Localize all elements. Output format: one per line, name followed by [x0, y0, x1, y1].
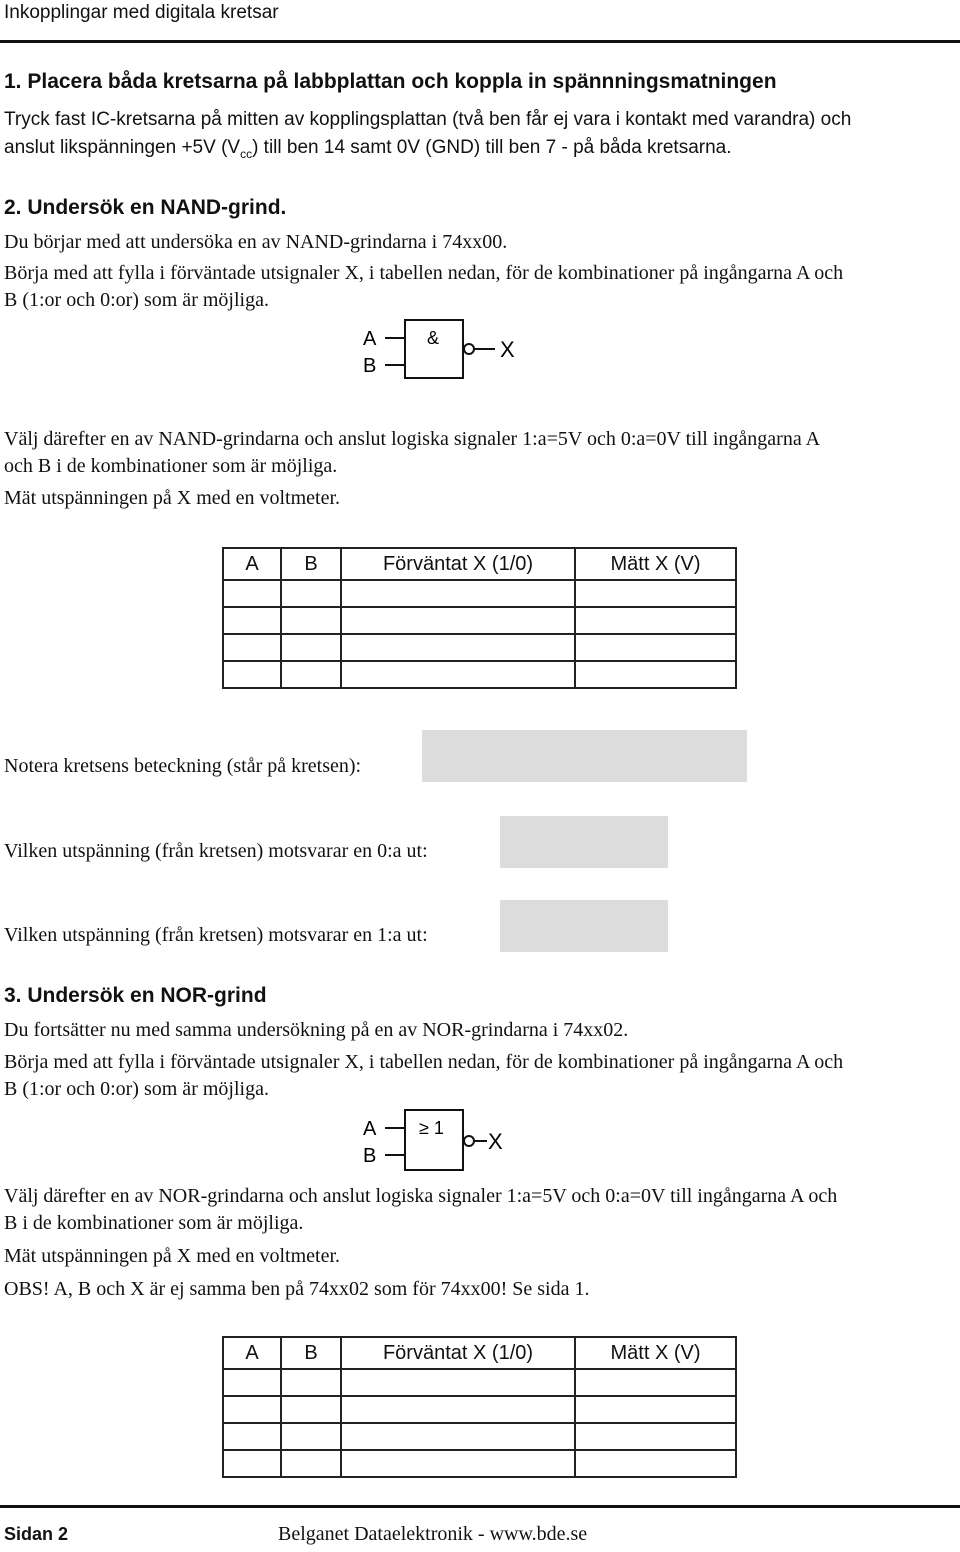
section3-choose-line1: Välj därefter en av NOR-grindarna och anslut logiska signaler 1:a=5V och 0:a=0V till ingångarna A och: [4, 1185, 838, 1207]
cell-measured[interactable]: [575, 1423, 736, 1450]
cell-b[interactable]: [281, 661, 341, 688]
section2-measure: Mät utspänningen på X med en voltmeter.: [4, 487, 341, 509]
cell-b[interactable]: [281, 634, 341, 661]
section1-heading: 1. Placera båda kretsarna på labbplattan och koppla in spännningsmatningen: [4, 70, 777, 93]
col-header-expected: Förväntat X (1/0): [341, 1337, 575, 1369]
cell-b[interactable]: [281, 580, 341, 607]
section2-instruction-line2: B (1:or och 0:or) som är möjliga.: [4, 289, 269, 311]
header-rule: [0, 40, 960, 43]
cell-measured[interactable]: [575, 1369, 736, 1396]
nand-gate-diagram: [355, 318, 535, 380]
nor-input-b-label: B: [363, 1145, 377, 1167]
col-header-measured: Mätt X (V): [575, 1337, 736, 1369]
cell-b[interactable]: [281, 607, 341, 634]
col-header-b: B: [281, 548, 341, 580]
question-zero-output-voltage: Vilken utspänning (från kretsen) motsvarar en 0:a ut:: [4, 840, 428, 862]
cell-expected[interactable]: [341, 1423, 575, 1450]
answer-box-one-voltage[interactable]: [500, 900, 668, 952]
nand-input-b-label: B: [363, 355, 377, 377]
table-row: [223, 1396, 736, 1423]
cell-a[interactable]: [223, 580, 281, 607]
cell-a[interactable]: [223, 1396, 281, 1423]
cell-a[interactable]: [223, 634, 281, 661]
cell-expected[interactable]: [341, 607, 575, 634]
nor-gate-symbol: ≥ 1: [419, 1118, 444, 1138]
section3-intro: Du fortsätter nu med samma undersökning på en av NOR-grindarna i 74xx02.: [4, 1019, 629, 1041]
cell-a[interactable]: [223, 661, 281, 688]
table-row: [223, 634, 736, 661]
nor-truth-table: [222, 1336, 737, 1478]
cell-measured[interactable]: [575, 1450, 736, 1477]
nor-inversion-bubble: [464, 1136, 474, 1146]
cell-b[interactable]: [281, 1396, 341, 1423]
section1-line1: Tryck fast IC-kretsarna på mitten av kopplingsplattan (två ben får ej vara i kontakt med varandra) och: [4, 109, 852, 130]
section3-choose-line2: B i de kombinationer som är möjliga.: [4, 1212, 304, 1234]
table-row: [223, 1450, 736, 1477]
section3-instruction-line1: Börja med att fylla i förväntade utsignaler X, i tabellen nedan, för de kombinationer på ingångarna A och: [4, 1051, 844, 1073]
answer-box-zero-voltage[interactable]: [500, 816, 668, 868]
table-row: [223, 580, 736, 607]
table-row: [223, 607, 736, 634]
footer-publisher: Belganet Dataelektronik - www.bde.se: [278, 1523, 588, 1545]
cell-expected[interactable]: [341, 1396, 575, 1423]
table-row: [223, 1423, 736, 1450]
col-header-a: A: [223, 1337, 281, 1369]
answer-box-designation[interactable]: [422, 730, 747, 782]
cell-a[interactable]: [223, 1369, 281, 1396]
section2-instruction-line1: Börja med att fylla i förväntade utsignaler X, i tabellen nedan, för de kombinationer på ingångarna A och: [4, 262, 844, 284]
section1-line2: anslut likspänningen +5V $(V_{cc})$ till ben 14 samt 0V (GND) till ben 7 - på båda kretsarna.: [4, 137, 732, 161]
nand-gate-symbol: &: [427, 328, 440, 348]
cell-measured[interactable]: [575, 634, 736, 661]
nand-inversion-bubble: [464, 344, 474, 354]
cell-measured[interactable]: [575, 580, 736, 607]
cell-measured[interactable]: [575, 607, 736, 634]
cell-measured[interactable]: [575, 1396, 736, 1423]
page-header-title: Inkopplingar med digitala kretsar: [4, 2, 279, 23]
cell-b[interactable]: [281, 1450, 341, 1477]
section2-heading: 2. Undersök en NAND-grind.: [4, 196, 287, 219]
table-row: [223, 661, 736, 688]
table-row: [223, 1369, 736, 1396]
cell-expected[interactable]: [341, 580, 575, 607]
cell-expected[interactable]: [341, 1450, 575, 1477]
section3-obs-note: OBS! A, B och X är ej samma ben på 74xx02 som för 74xx00! Se sida 1.: [4, 1278, 590, 1300]
nand-truth-table: [222, 547, 737, 689]
col-header-b: B: [281, 1337, 341, 1369]
cell-expected[interactable]: [341, 661, 575, 688]
section2-intro: Du börjar med att undersöka en av NAND-grindarna i 74xx00.: [4, 231, 508, 253]
cell-a[interactable]: [223, 607, 281, 634]
cell-expected[interactable]: [341, 634, 575, 661]
question-one-output-voltage: Vilken utspänning (från kretsen) motsvarar en 1:a ut:: [4, 924, 428, 946]
nor-input-a-label: A: [363, 1118, 377, 1140]
nor-gate-diagram: [355, 1108, 535, 1174]
cell-b[interactable]: [281, 1423, 341, 1450]
table-header-row: [223, 1337, 736, 1369]
section3-heading: 3. Undersök en NOR-grind: [4, 984, 267, 1007]
footer-rule: [0, 1505, 960, 1508]
cell-a[interactable]: [223, 1423, 281, 1450]
col-header-measured: Mätt X (V): [575, 548, 736, 580]
col-header-expected: Förväntat X (1/0): [341, 548, 575, 580]
col-header-a: A: [223, 548, 281, 580]
table-header-row: [223, 548, 736, 580]
nand-output-label: X: [500, 337, 515, 362]
section3-instruction-line2: B (1:or och 0:or) som är möjliga.: [4, 1078, 269, 1100]
section2-choose-line1: Välj därefter en av NAND-grindarna och anslut logiska signaler 1:a=5V och 0:a=0V till ingångarna A: [4, 428, 821, 450]
section2-choose-line2: och B i de kombinationer som är möjliga.: [4, 455, 338, 477]
cell-a[interactable]: [223, 1450, 281, 1477]
nor-output-label: X: [488, 1129, 503, 1154]
footer-page-number: Sidan 2: [4, 1524, 69, 1544]
cell-measured[interactable]: [575, 661, 736, 688]
cell-expected[interactable]: [341, 1369, 575, 1396]
question-circuit-designation: Notera kretsens beteckning (står på kretsen):: [4, 755, 362, 777]
cell-b[interactable]: [281, 1369, 341, 1396]
section3-measure: Mät utspänningen på X med en voltmeter.: [4, 1245, 341, 1267]
nand-input-a-label: A: [363, 328, 377, 350]
